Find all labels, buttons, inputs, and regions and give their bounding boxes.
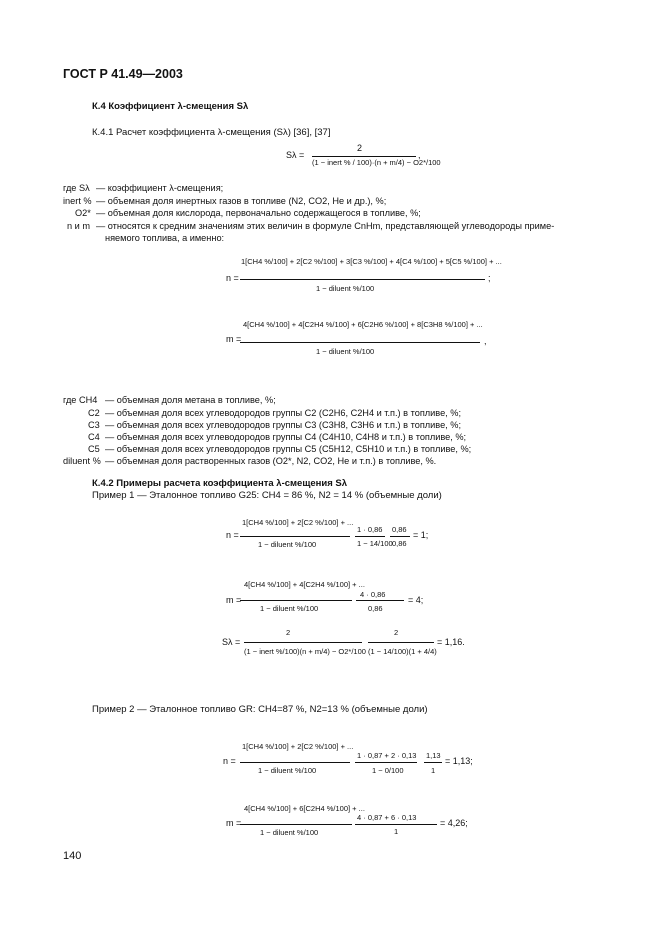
calc-denominator: 1 − 14/100	[357, 539, 393, 548]
result-final: = 4;	[408, 595, 424, 605]
formula-end: ;	[488, 273, 491, 283]
def-term: inert %	[63, 196, 92, 206]
formula-end: ,	[484, 336, 487, 346]
formula-denominator: 1 − diluent %/100	[316, 284, 375, 293]
section-title-k4: К.4 Коэффициент λ-смещения Sλ	[92, 101, 249, 112]
def-text: — объемная доля метана в топливе, %;	[105, 395, 276, 405]
calc-numerator: 4 · 0,86	[360, 590, 386, 599]
formula-numerator: 2	[357, 143, 363, 153]
fraction-line	[240, 600, 352, 601]
calc-denominator: 1 − 0/100	[372, 766, 404, 775]
formula-numerator: 4[CH4 %/100] + 4[C2H4 %/100] + ...	[244, 580, 365, 589]
formula-numerator: 2	[286, 628, 291, 637]
subsection-k41: К.4.1 Расчет коэффициента λ-смещения (Sλ) [36], [37]	[92, 127, 331, 138]
formula-numerator: 1[CH4 %/100] + 2[C2 %/100] + ...	[242, 518, 354, 527]
formula-lhs: Sλ =	[286, 150, 305, 160]
fraction-line	[355, 762, 417, 763]
def-term: n и m	[67, 221, 91, 231]
formula-end: ,	[418, 150, 421, 160]
result-numerator: 0,86	[392, 525, 407, 534]
fraction-line	[368, 642, 434, 643]
calc-denominator: 1	[394, 827, 399, 836]
formula-lhs: m =	[226, 818, 242, 828]
fraction-line	[244, 642, 362, 643]
formula-lhs: m =	[226, 595, 242, 605]
example-2-title: Пример 2 — Эталонное топливо GR: CH4=87 %, N2=13 % (объемные доли)	[92, 704, 428, 715]
fraction-line	[240, 279, 485, 280]
fraction-line	[424, 762, 442, 763]
formula-lhs: n =	[226, 273, 239, 283]
def-text: — объемная доля всех углеводородов группы C4 (C4H10, C4H8 и т.п.) в топливе, %;	[105, 432, 467, 442]
fraction-line	[356, 600, 404, 601]
calc-numerator: 1 · 0,86	[357, 525, 383, 534]
calc-numerator: 4 · 0,87 + 6 · 0,13	[357, 813, 417, 822]
formula-denominator: 1 − diluent %/100	[258, 766, 317, 775]
def-term: где CH4	[63, 395, 98, 405]
fraction-line	[240, 536, 350, 537]
formula-numerator: 4[CH4 %/100] + 6[C2H4 %/100] + ...	[244, 804, 365, 813]
fraction-line	[240, 762, 350, 763]
calc-numerator: 2	[394, 628, 399, 637]
def-term: C5	[88, 444, 100, 454]
page-number: 140	[63, 850, 82, 862]
formula-numerator: 1[CH4 %/100] + 2[C2 %/100] + 3[C3 %/100] + 4[C4 %/100] + 5[C5 %/100] + ...	[241, 257, 502, 266]
formula-lhs: Sλ =	[222, 637, 241, 647]
document-header: ГОСТ Р 41.49—2003	[63, 67, 183, 81]
section-title-k42: К.4.2 Примеры расчета коэффициента λ-смещения Sλ	[92, 478, 348, 489]
def-text: — объемная доля всех углеводородов группы C2 (C2H6, C2H4 и т.п.) в топливе, %;	[105, 408, 462, 418]
formula-numerator: 4[CH4 %/100] + 4[C2H4 %/100] + 6[C2H6 %/100] + 8[C3H8 %/100] + ...	[243, 320, 483, 329]
result-final: = 1,13;	[445, 756, 473, 766]
calc-denominator: 0,86	[368, 604, 383, 613]
def-text: — относятся к средним значениям этих величин в формуле CnHm, представляющей углеводороды приме-	[96, 221, 555, 231]
fraction-line	[312, 156, 416, 157]
fraction-line	[240, 342, 480, 343]
formula-denominator: (1 − inert %/100)(n + m/4) − O2*/100	[244, 647, 366, 656]
formula-denominator: (1 − inert % / 100)·(n + m/4) − O2*/100	[312, 158, 441, 167]
result-numerator: 1,13	[426, 751, 441, 760]
formula-lhs: n =	[226, 530, 239, 540]
def-text: — объемная доля всех углеводородов группы C5 (C5H12, C5H10 и т.п.) в топливе, %;	[105, 444, 472, 454]
def-text: — объемная доля кислорода, первоначально содержащегося в топливе, %;	[96, 208, 421, 218]
formula-denominator: 1 − diluent %/100	[260, 604, 319, 613]
example-1-title: Пример 1 — Эталонное топливо G25: CH4 = 86 %, N2 = 14 % (объемные доли)	[92, 490, 442, 501]
fraction-line	[390, 536, 410, 537]
calc-numerator: 1 · 0,87 + 2 · 0,13	[357, 751, 417, 760]
result-final: = 1,16.	[437, 637, 465, 647]
def-term: C4	[88, 432, 100, 442]
fraction-line	[240, 824, 352, 825]
result-denominator: 1	[431, 766, 436, 775]
def-term: где Sλ	[63, 183, 90, 193]
formula-denominator: 1 − diluent %/100	[260, 828, 319, 837]
def-text: — объемная доля растворенных газов (O2*, N2, CO2, He и т.п.) в топливе, %.	[105, 456, 437, 466]
formula-lhs: m =	[226, 334, 242, 344]
result-final: = 1;	[413, 530, 429, 540]
calc-denominator: (1 − 14/100)(1 + 4/4)	[368, 647, 437, 656]
result-final: = 4,26;	[440, 818, 468, 828]
fraction-line	[355, 536, 385, 537]
formula-denominator: 1 − diluent %/100	[258, 540, 317, 549]
def-text: — коэффициент λ-смещения;	[96, 183, 224, 193]
formula-denominator: 1 − diluent %/100	[316, 347, 375, 356]
def-text: — объемная доля всех углеводородов группы C3 (C3H8, C3H6 и т.п.) в топливе, %;	[105, 420, 462, 430]
def-term: diluent %	[63, 456, 101, 466]
def-text: няемого топлива, а именно:	[105, 233, 225, 243]
def-term: C3	[88, 420, 100, 430]
formula-lhs: n =	[223, 756, 236, 766]
formula-numerator: 1[CH4 %/100] + 2[C2 %/100] + ...	[242, 742, 354, 751]
result-denominator: 0,86	[392, 539, 407, 548]
def-term: C2	[88, 408, 100, 418]
def-text: — объемная доля инертных газов в топливе (N2, CO2, He и др.), %;	[96, 196, 387, 206]
def-term: O2*	[75, 208, 91, 218]
fraction-line	[355, 824, 437, 825]
